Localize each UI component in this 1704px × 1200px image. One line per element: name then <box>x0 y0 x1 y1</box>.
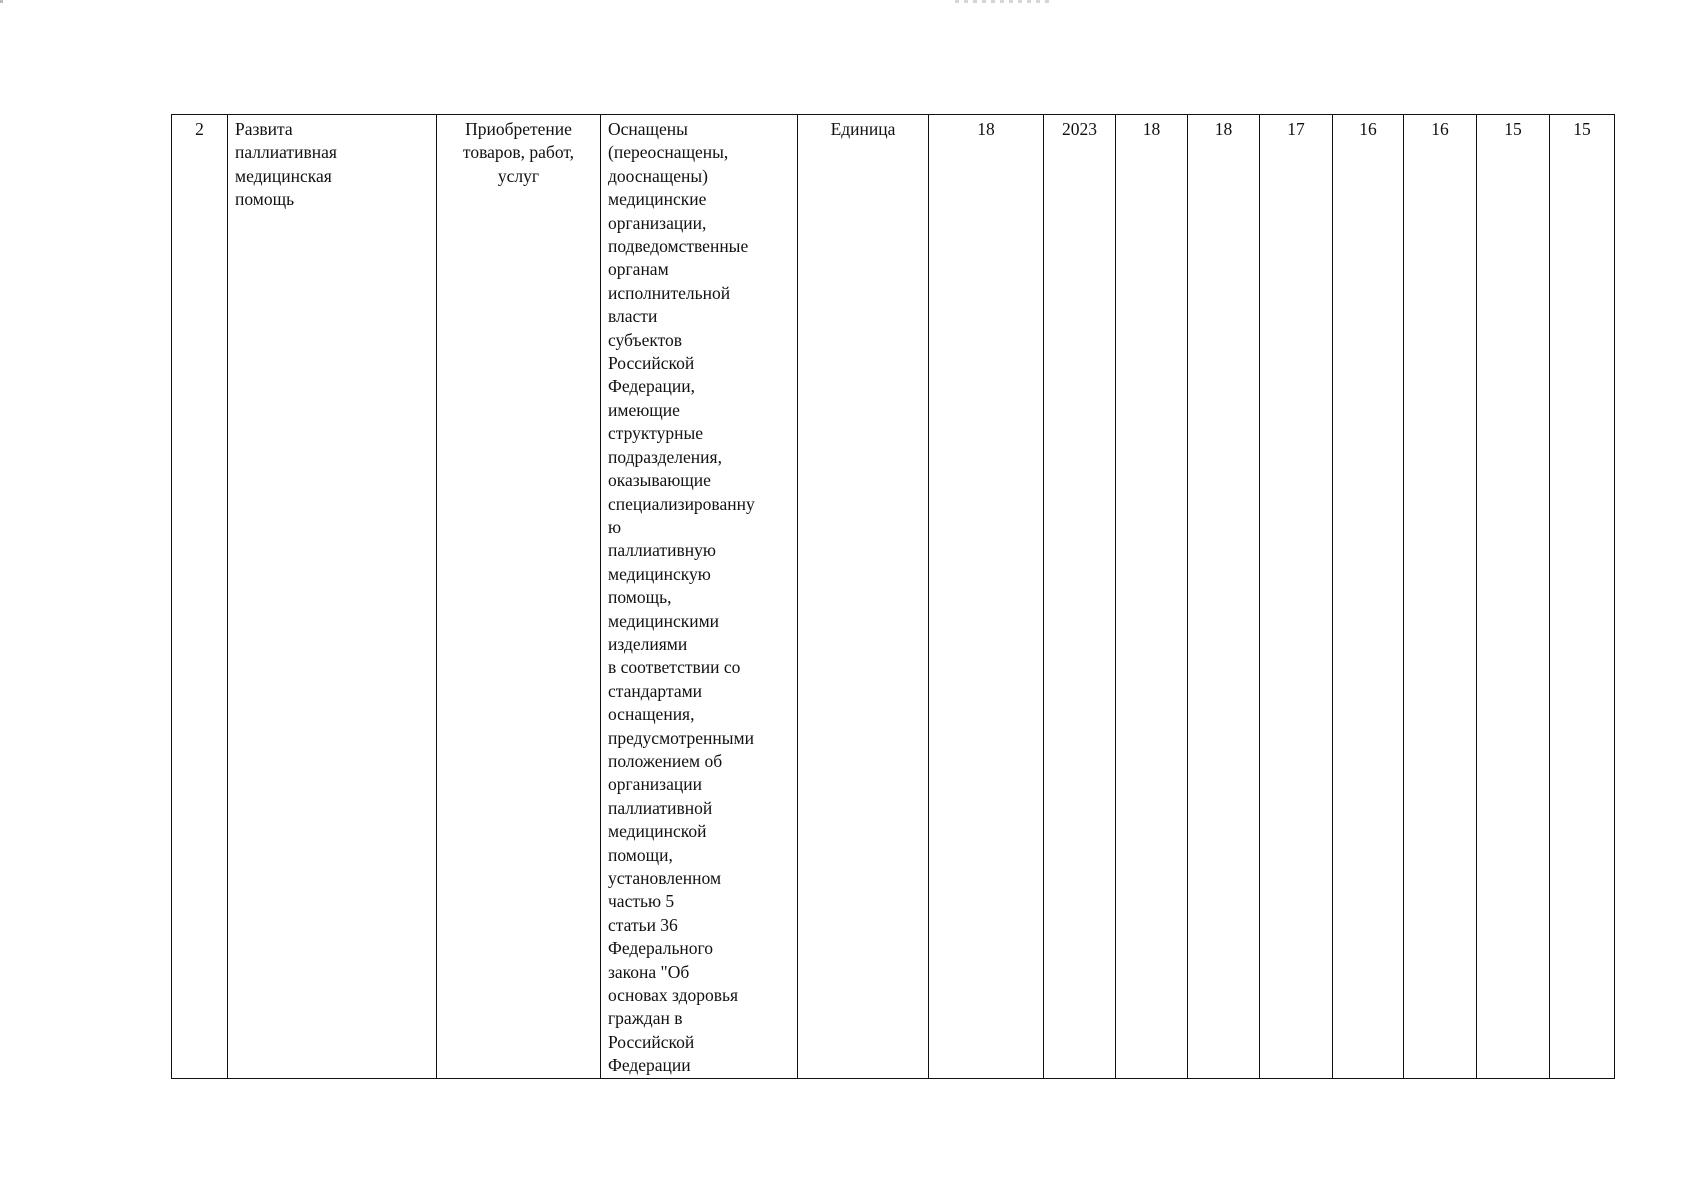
procurement-type-cell: Приобретение товаров, работ, услуг <box>437 115 601 1079</box>
scan-artifact <box>955 0 1050 3</box>
year-value-cell: 15 <box>1550 115 1615 1079</box>
project-name-cell: Развита паллиативная медицинская помощь <box>228 115 437 1079</box>
year-value-cell: 18 <box>1116 115 1188 1079</box>
year-value-cell: 17 <box>1260 115 1333 1079</box>
table-row <box>172 115 1615 1079</box>
year-value-cell: 16 <box>1333 115 1404 1079</box>
year-value-cell: 18 <box>1188 115 1260 1079</box>
result-description-cell: Оснащены (переоснащены, дооснащены) медицинские организации, подведомственные органам исполнительной власти субъектов Российской Федерации, имеющие структурные подразделения, оказывающие специализированну ю паллиативную медицинскую помощь, медицинскими изделиями в соответствии со стандартами оснащения, предусмотренными положением об организации паллиативной медицинской помощи, установленном частью 5 статьи 36 Федерального закона "Об основах здоровья граждан в Российской Федерации <box>601 115 798 1079</box>
base-value-cell: 18 <box>929 115 1044 1079</box>
base-year-cell: 2023 <box>1044 115 1116 1079</box>
unit-cell: Единица <box>798 115 929 1079</box>
indicator-table <box>171 114 1615 1079</box>
row-number-cell: 2 <box>172 115 228 1079</box>
scan-artifact <box>0 0 3 3</box>
year-value-cell: 16 <box>1404 115 1477 1079</box>
year-value-cell: 15 <box>1477 115 1550 1079</box>
